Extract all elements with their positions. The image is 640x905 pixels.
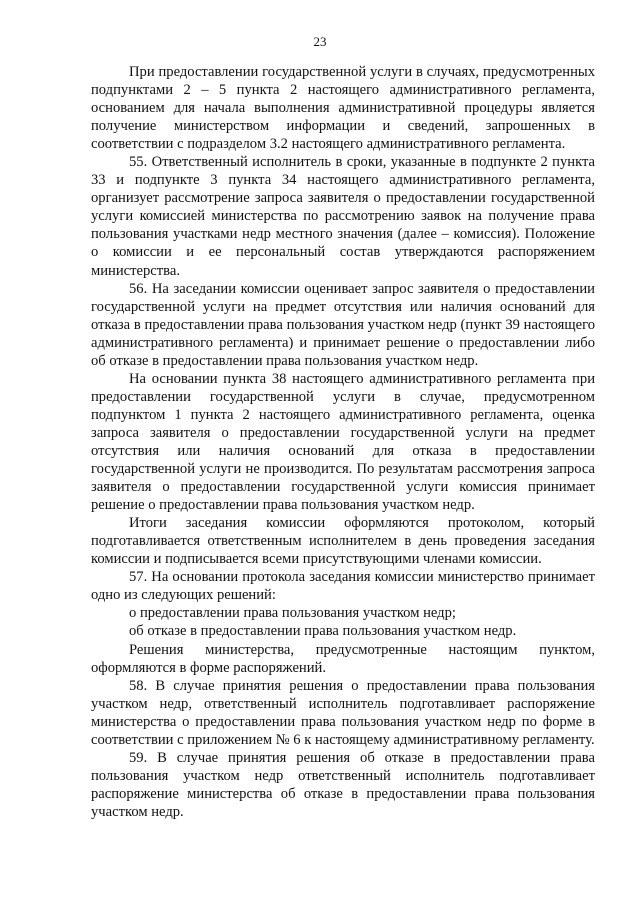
paragraph-clause-56-basis: На основании пункта 38 настоящего административного регламента при предоставлении государственной услуги в случае, предусмотренном подпунктом 1 пункта 2 настоящего административного регламента, оценка запроса заявителя о предоставлении государственной услуги на предмет отсутствия или наличия оснований для отказа в предоставлении государственной услуги не производится. По результатам рассмотрения запроса заявителя о предоставлении государственной услуги комиссия принимает решение о предоставлении права пользования участком недр.: [91, 370, 595, 514]
paragraph-decision-grant: о предоставлении права пользования участком недр;: [129, 605, 456, 622]
paragraph-clause-55: 55. Ответственный исполнитель в сроки, указанные в подпункте 2 пункта 33 и подпункте 3 пункта 34 настоящего административного регламента, организует рассмотрение запроса заявителя о предоставлении государственной услуги комиссией министерства по рассмотрению заявок на получение права пользования участками недр местного значения (далее – комиссия). Положение о комиссии и ее персональный состав утверждаются распоряжением министерства.: [91, 154, 595, 279]
paragraph-clause-59: 59. В случае принятия решения об отказе в предоставлении права пользования участком недр ответственный исполнитель подготавливает распоряжение министерства об отказе в предоставлении права пользования участком недр.: [91, 749, 595, 820]
paragraph-clause-57: 57. На основании протокола заседания комиссии министерство принимает одно из следующих решений:: [91, 569, 595, 604]
paragraph-clause-58: 58. В случае принятия решения о предоставлении права пользования участком недр, ответственный исполнитель подготавливает распоряжение министерства о предоставлении права пользования участком недр по форме в соответствии с приложением № 6 к настоящему административному регламенту.: [91, 677, 595, 748]
paragraph-clause-56: 56. На заседании комиссии оценивает запрос заявителя о предоставлении государственной услуги на предмет отсутствия или наличия оснований для отказа в предоставлении права пользования участком недр (пункт 39 настоящего административного регламента) и принимает решение о предоставлении либо об отказе в предоставлении права пользования участком недр.: [91, 280, 595, 369]
document-body: [91, 63, 595, 821]
paragraph-procedure-basis: При предоставлении государственной услуги в случаях, предусмотренных подпунктами 2 – 5 пункта 2 настоящего административного регламента, основанием для начала выполнения административной процедуры является получение министерством информации и сведений, запрошенных в соответствии с подразделом 3.2 настоящего административного регламента.: [91, 64, 595, 153]
paragraph-decision-refuse: об отказе в предоставлении права пользования участком недр.: [129, 623, 517, 640]
paragraph-clause-56-results: Итоги заседания комиссии оформляются протоколом, который подготавливается ответственным исполнителем в день проведения заседания комиссии и подписывается всеми присутствующими членами комиссии.: [91, 515, 595, 568]
paragraph-clause-57-form: Решения министерства, предусмотренные настоящим пунктом, оформляются в форме распоряжений.: [91, 641, 595, 676]
page-number: 23: [313, 34, 327, 49]
